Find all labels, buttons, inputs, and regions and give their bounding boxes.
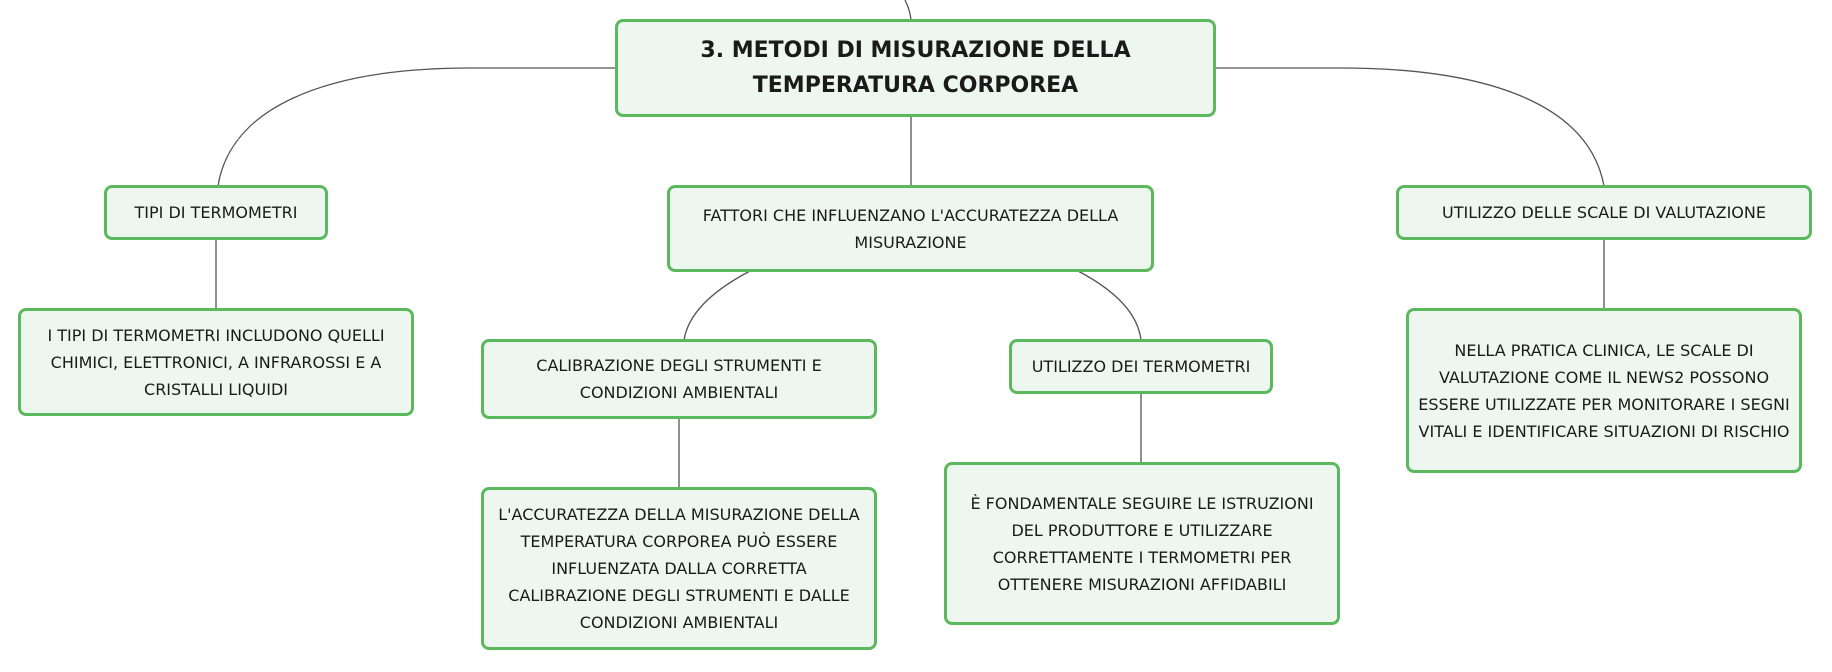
node-utilizzo-detail[interactable] — [944, 462, 1340, 625]
node-scale-valutazione[interactable] — [1396, 185, 1812, 240]
node-scale-detail[interactable] — [1406, 308, 1802, 473]
node-scale-valutazione-label: UTILIZZO DELLE SCALE DI VALUTAZIONE — [1442, 203, 1766, 222]
node-tipi-detail-text: I TIPI DI TERMOMETRI INCLUDONO QUELLI CHIMICI, ELETTRONICI, A INFRAROSSI E A CRISTALLI LIQUIDI — [47, 325, 385, 399]
node-tipi-termometri[interactable] — [104, 185, 328, 240]
node-fattori-accuratezza-label: FATTORI CHE INFLUENZANO L'ACCURATEZZA DELLA MISURAZIONE — [702, 205, 1119, 252]
node-fattori-accuratezza[interactable] — [667, 185, 1154, 272]
node-utilizzo-termometri-label: UTILIZZO DEI TERMOMETRI — [1031, 357, 1251, 376]
connector-parent-to-root — [905, 0, 911, 20]
node-calibrazione-detail-text: L'ACCURATEZZA DELLA MISURAZIONE DELLA TEMPERATURA CORPOREA PUÒ ESSERE INFLUENZATA DALLA CORRETTA CALIBRAZIONE DEGLI STRUMENTI E DALLE CONDIZIONI AMBIENTALI — [498, 505, 860, 632]
connector-fattori-to-calibrazione — [684, 271, 750, 340]
node-utilizzo-detail-text: È FONDAMENTALE SEGUIRE LE ISTRUZIONI DEL PRODUTTORE E UTILIZZARE CORRETTAMENTE I TERMOMETRI PER OTTENERE MISURAZIONI AFFIDABILI — [970, 493, 1314, 594]
node-calibrazione-label: CALIBRAZIONE DEGLI STRUMENTI E CONDIZIONI AMBIENTALI — [536, 356, 822, 402]
node-utilizzo-termometri[interactable] — [1009, 339, 1273, 394]
node-scale-detail-text: NELLA PRATICA CLINICA, LE SCALE DI VALUTAZIONE COME IL NEWS2 POSSONO ESSERE UTILIZZATE PER MONITORARE I SEGNI VITALI E IDENTIFICARE SITUAZIONI DI RISCHIO — [1418, 340, 1790, 441]
root-node[interactable] — [615, 19, 1216, 117]
connector-root-to-tipi — [218, 68, 616, 186]
node-calibrazione-detail[interactable] — [481, 487, 877, 650]
node-tipi-detail[interactable] — [18, 308, 414, 416]
node-calibrazione[interactable] — [481, 339, 877, 419]
node-tipi-termometri-label: TIPI DI TERMOMETRI — [134, 203, 298, 222]
connector-fattori-to-utilizzo — [1078, 271, 1141, 340]
root-label: 3. METODI DI MISURAZIONE DELLA TEMPERATURA CORPOREA — [700, 38, 1131, 98]
connector-root-to-scale — [1216, 68, 1604, 186]
